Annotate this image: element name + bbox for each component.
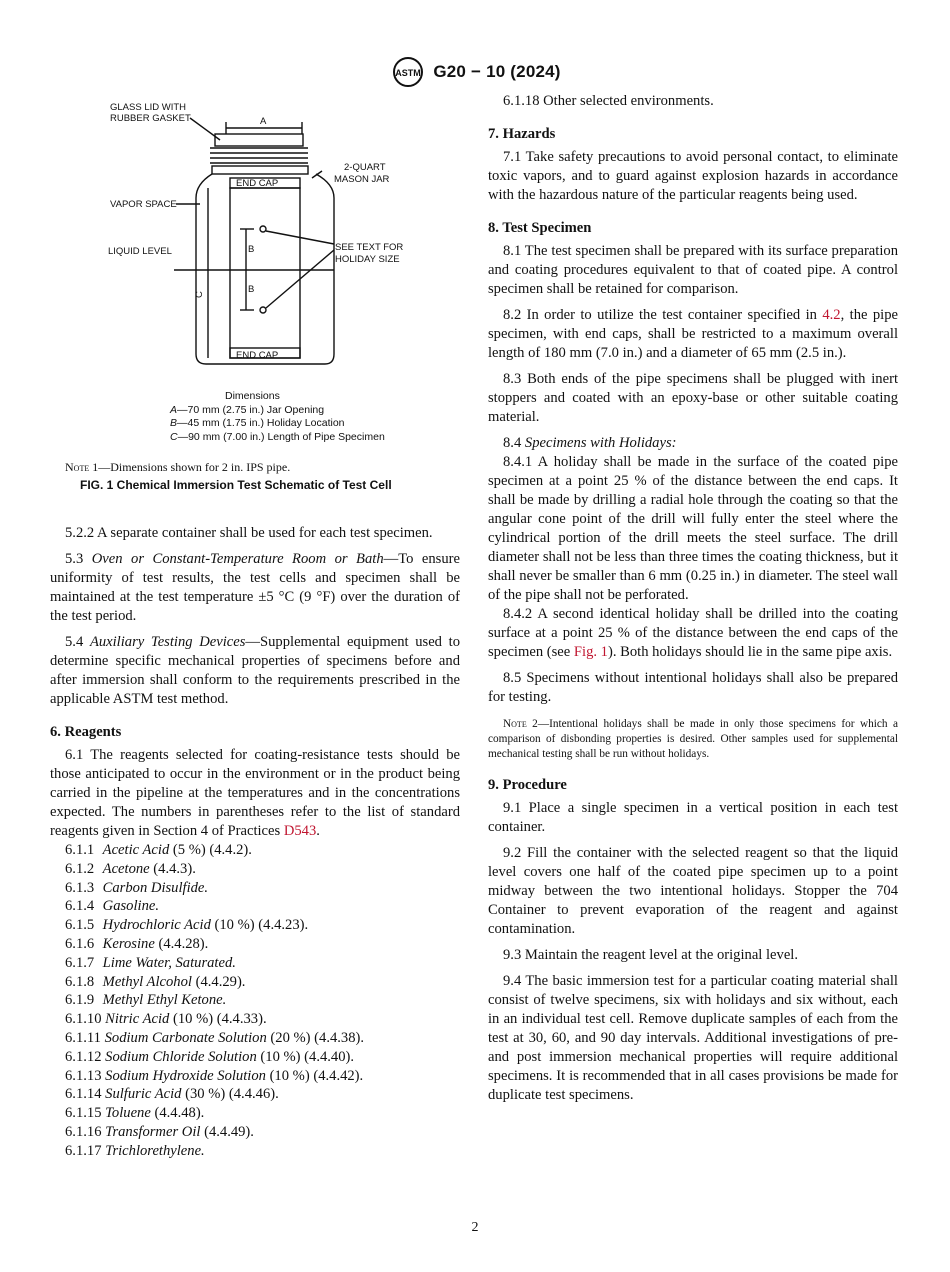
paragraph-6-1-18: 6.1.18 Other selected environments. (503, 93, 714, 109)
dimension-b: B—45 mm (1.75 in.) Holiday Location (170, 417, 345, 429)
link-d543[interactable]: D543 (283, 823, 317, 839)
paragraph-8-1: 8.1 The test specimen shall be prepared with its surface preparation and coating procedures equivalent to that of coated pipe. A control specimen shall be retained for comparison. (488, 243, 898, 297)
reagent-item: 6.1.17 Trichlorethylene. (65, 1142, 205, 1159)
paragraph-6-1: 6.1 The reagents selected for coating-resistance tests should be those anticipated to occur in the environment or in the product being carried in the pipeline at the temperatures and in the concentrations expected. The numbers in parentheses refer to the list of standard reagents given in Section 4 of Practices D543. (50, 747, 460, 839)
reagent-item: 6.1.12 Sodium Chloride Solution (10 %) (4.4.40). (65, 1048, 355, 1065)
paragraph-8-3: 8.3 Both ends of the pipe specimens shall be plugged with inert stoppers and coated with an epoxy-base or other suitable coating material. (488, 371, 898, 425)
section-7-heading: 7. Hazards (488, 126, 556, 142)
figure-1 (50, 92, 460, 502)
note-2: Note 2—Intentional holidays shall be made in only those specimens for which a comparison of disbonding properties is desired. Other samples used for supplemental mechanical testing shall be run without holidays. (488, 718, 898, 760)
label-glass-lid-2: RUBBER GASKET (110, 113, 191, 124)
dimension-a: A—70 mm (2.75 in.) Jar Opening (170, 403, 325, 416)
paragraph-5-2-2: 5.2.2 A separate container shall be used for each test specimen. (65, 525, 433, 541)
label-dim-c: C (194, 291, 205, 298)
reagent-item: 6.1.1 Acetic Acid (5 %) (4.4.2). (65, 842, 252, 858)
paragraph-8-4-1: 8.4.1 A holiday shall be made in the surface of the coated pipe specimen at a point 25 % of the distance between the end caps. It shall be made by drilling a radial hole through the coating so that the angular cone point of the drill will fully enter the steel where the cylindrical portion of the drill meets the steel surface. The drill diameter shall not be less than three times the coating thickness, but it shall never be smaller than 6 mm (0.25 in.) in diameter. The steel wall of the pipe shall not be perforated. (488, 454, 898, 603)
test-cell-schematic (50, 92, 460, 392)
label-end-cap-bottom: END CAP (236, 350, 279, 361)
dimension-c: C—90 mm (7.00 in.) Length of Pipe Specimen (170, 430, 385, 443)
reagent-item: 6.1.2 Acetone (4.4.3). (65, 860, 196, 877)
link-4-2[interactable]: 4.2 (822, 307, 841, 323)
astm-logo (389, 56, 427, 88)
paragraph-5-4: 5.4 Auxiliary Testing Devices—Supplemental equipment used to determine specific mechanical properties of specimens before and after immersion shall conform to the requirements prescribed in the applicable ASTM test method. (50, 634, 461, 707)
label-see-text-2: HOLIDAY SIZE (335, 254, 400, 265)
section-8-heading: 8. Test Specimen (488, 220, 592, 236)
section-6-heading: 6. Reagents (50, 724, 122, 740)
label-dim-b1: B (248, 244, 255, 255)
holiday-upper (260, 226, 266, 232)
paragraph-9-3: 9.3 Maintain the reagent level at the original level. (503, 947, 799, 963)
label-glass-lid-1: GLASS LID WITH (110, 102, 187, 113)
link-fig-1[interactable]: Fig. 1 (573, 644, 608, 660)
label-liquid-level: LIQUID LEVEL (108, 246, 172, 257)
figure-note-1: Note 1—Dimensions shown for 2 in. IPS pipe. (65, 460, 291, 474)
reagent-list (50, 841, 460, 1161)
reagent-item: 6.1.11 Sodium Carbonate Solution (20 %) (4.4.38). (65, 1029, 365, 1046)
logo-text: ASTM (395, 68, 422, 78)
pipe-specimen (230, 188, 300, 358)
paragraph-5-3: 5.3 Oven or Constant-Temperature Room or Bath—To ensure uniformity of test results, the test cells and specimen shall be maintained at the test temperature ±5 °C (9 °F) over the duration of the test period. (50, 551, 460, 624)
figure-caption: FIG. 1 Chemical Immersion Test Schematic of Test Cell (80, 478, 392, 492)
page-number: 2 (471, 1220, 479, 1235)
reagent-item: 6.1.16 Transformer Oil (4.4.49). (65, 1123, 254, 1140)
jar-body (196, 174, 334, 364)
reagent-item: 6.1.8 Methyl Alcohol (4.4.29). (65, 973, 246, 990)
reagent-item: 6.1.5 Hydrochloric Acid (10 %) (4.4.23). (65, 917, 309, 934)
left-column (50, 92, 460, 1161)
reagent-item: 6.1.6 Kerosine (4.4.28). (65, 935, 209, 952)
paragraph-9-2: 9.2 Fill the container with the selected reagent so that the liquid level covers one half of the coated pipe specimen up to a point midway between the two intentional holidays. Stopper the 704 Container to prevent evaporation of the reagent and against contamination. (488, 845, 898, 937)
paragraph-9-4: 9.4 The basic immersion test for a particular coating material shall consist of twelve specimens, six with holidays and six without, each in an individual test cell. Remove duplicate samples of each from the test at 30, 60, and 90 day intervals. Additional investigations of pre- and post immersion mechanical properties will require additional specimens. It is recommended that in all cases provisions be made for duplicate test specimens. (488, 973, 898, 1103)
reagent-item: 6.1.9 Methyl Ethyl Ketone. (65, 992, 227, 1009)
reagent-item: 6.1.7 Lime Water, Saturated. (65, 954, 236, 971)
label-vapor-space: VAPOR SPACE (110, 199, 177, 210)
jar-neck (212, 166, 308, 174)
paragraph-7-1: 7.1 Take safety precautions to avoid personal contact, to eliminate toxic vapors, and to guard against explosion hazards in accordance with the hazardous nature of the particular reagents being used. (488, 149, 898, 203)
paragraph-8-4: 8.4 Specimens with Holidays: (503, 435, 677, 451)
reagent-item: 6.1.10 Nitric Acid (10 %) (4.4.33). (65, 1011, 267, 1028)
label-end-cap-top: END CAP (236, 178, 279, 189)
reagent-item: 6.1.14 Sulfuric Acid (30 %) (4.4.46). (65, 1086, 279, 1103)
reagent-item: 6.1.15 Toluene (4.4.48). (65, 1105, 205, 1122)
label-mason-jar-2: MASON JAR (334, 174, 390, 185)
paragraph-8-4-2: 8.4.2 A second identical holiday shall be drilled into the coating surface at a point 25 % of the distance between the end caps of the specimen (see Fig. 1). Both holidays should lie in the same pipe axis. (488, 606, 898, 660)
paragraph-8-2: 8.2 In order to utilize the test container specified in 4.2, the pipe specimen, with end caps, shall be restricted to a maximum overall length of 180 mm (7.0 in.) and a diameter of 65 mm (2.5 in.). (488, 307, 898, 361)
lid-threads (210, 148, 308, 163)
reagent-item: 6.1.4 Gasoline. (65, 898, 160, 915)
section-9-heading: 9. Procedure (488, 777, 567, 793)
label-mason-jar-1: 2-QUART (344, 162, 386, 173)
paragraph-9-1: 9.1 Place a single specimen in a vertical position in each test container. (488, 800, 898, 835)
right-column (488, 92, 898, 1105)
page-header (0, 56, 950, 88)
standard-designation: G20 − 10 (2024) (433, 62, 561, 81)
glass-lid (215, 134, 303, 146)
paragraph-8-5: 8.5 Specimens without intentional holidays shall also be prepared for testing. (488, 670, 898, 705)
dimensions-title: Dimensions (225, 390, 280, 402)
holiday-lower (260, 307, 266, 313)
reagent-item: 6.1.13 Sodium Hydroxide Solution (10 %) (4.4.42). (65, 1067, 364, 1084)
dimensions-legend (170, 390, 385, 444)
label-dim-b2: B (248, 284, 255, 295)
label-see-text-1: SEE TEXT FOR (335, 242, 404, 253)
label-dim-a: A (260, 116, 267, 127)
reagent-item: 6.1.3 Carbon Disulfide. (65, 879, 209, 896)
leader-lid (190, 118, 220, 140)
